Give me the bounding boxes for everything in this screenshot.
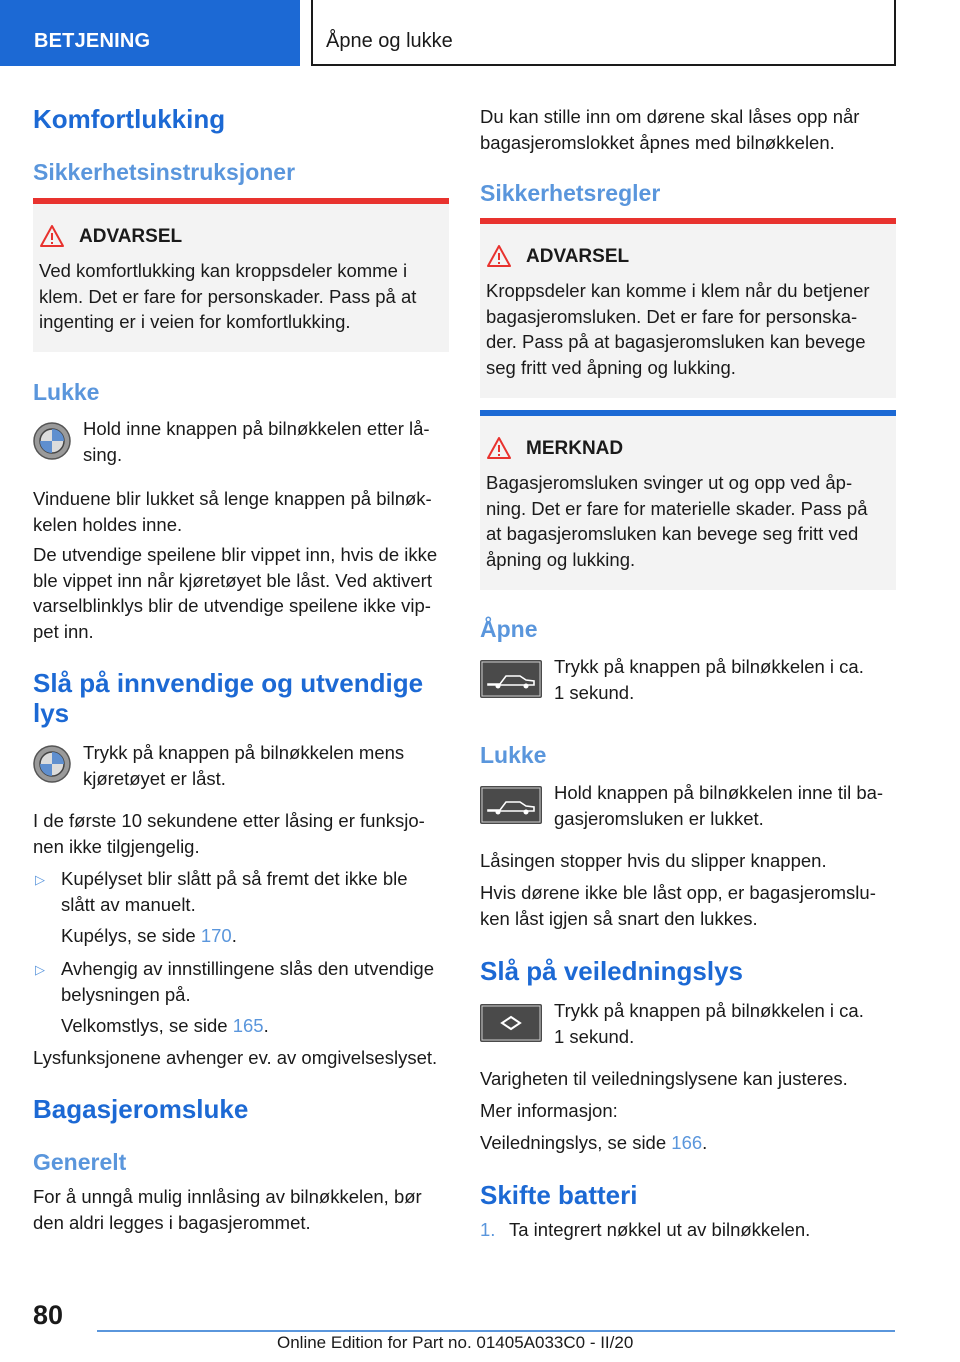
lukke-bagasje-instruction <box>554 780 896 831</box>
page-link[interactable]: 166 <box>671 1132 703 1153</box>
warning-bar <box>480 218 896 224</box>
paragraph-laast-igjen <box>480 880 896 931</box>
cross-reference <box>61 1013 269 1039</box>
warning-text <box>486 278 888 380</box>
list-item <box>61 956 449 1007</box>
paragraph-varighet: Varigheten til veiledningslysene kan justeres. <box>480 1068 848 1089</box>
trunk-car-icon <box>480 786 542 824</box>
warning-box-bagasje <box>480 218 896 398</box>
text-line: De utvendige speilene blir vippet inn, hvis de ikke <box>33 544 438 565</box>
text-line: bagasjeromsluken. Det er fare for personska- <box>486 305 858 327</box>
text-line: Hold knappen på bilnøkkelen inne til ba- <box>554 782 884 803</box>
paragraph-laasing-stopper: Låsingen stopper hvis du slipper knappen. <box>480 850 827 871</box>
text-line: Ved komfortlukking kan kroppsdeler komme i <box>39 260 408 281</box>
text-line: slått av manuelt. <box>61 893 196 915</box>
warning-triangle-icon <box>486 244 512 268</box>
footer-edition: Online Edition for Part no. 01405A033C0 - II/20 <box>277 1333 634 1352</box>
text-line: der. Pass på at bagasjeromsluken kan bevege <box>486 331 866 352</box>
text-line: Trykk på knappen på bilnøkkelen mens <box>83 742 405 763</box>
reference-end: . <box>231 925 237 946</box>
warning-triangle-icon <box>486 436 512 460</box>
text-line: ingenting er i veien for komfortlukking. <box>39 311 351 332</box>
paragraph-innlaasing <box>33 1184 449 1235</box>
text-line: Bagasjeromsluken svinger ut og opp ved åp- <box>486 472 853 493</box>
heading-generelt: Generelt <box>33 1149 127 1175</box>
footer-divider <box>97 1330 895 1332</box>
text-line: varselblinklys blir de utvendige speilene ikke vip- <box>33 595 431 616</box>
heading-slaa-paa-lys <box>33 668 449 728</box>
paragraph-speil <box>33 542 449 644</box>
text-line: at bagasjeromsluken kan bevege seg fritt ved <box>486 523 859 544</box>
chapter-header <box>311 0 896 66</box>
warning-triangle-icon <box>39 224 65 248</box>
text-line: 1 sekund. <box>554 681 635 703</box>
cross-reference <box>480 1130 896 1156</box>
page-number: 80 <box>33 1300 64 1330</box>
page-link[interactable]: 170 <box>200 925 232 946</box>
guide-light-icon <box>480 1004 542 1042</box>
text-line: seg fritt ved åpning og lukking. <box>486 356 736 378</box>
paragraph-laase-opp <box>480 104 896 155</box>
warning-text <box>39 258 441 335</box>
text-line: Avhengig av innstillingene slås den utvendige <box>61 958 435 979</box>
text-line: Hold inne knappen på bilnøkkelen etter lå- <box>83 418 430 439</box>
heading-sikkerhetsinstruksjoner: Sikkerhetsinstruksjoner <box>33 159 296 185</box>
aapne-instruction <box>554 654 896 705</box>
text-line: åpning og lukking. <box>486 548 636 570</box>
notice-text <box>486 470 888 572</box>
reference-text: Veiledningslys, se side <box>480 1132 672 1153</box>
heading-bagasjeromsluke: Bagasjeromsluke <box>33 1094 249 1124</box>
heading-veiledningslys: Slå på veiledningslys <box>480 956 743 986</box>
warning-bar <box>33 198 449 204</box>
step-number: 1. <box>480 1219 496 1240</box>
text-line: klem. Det er fare for personskader. Pass på at <box>39 285 417 307</box>
text-line: I de første 10 sekundene etter låsing er funksjo- <box>33 810 425 831</box>
text-line: kjøretøyet er låst. <box>83 767 226 789</box>
bullet-triangle-icon: ▷ <box>35 962 45 977</box>
chapter-title: Åpne og lukke <box>326 30 453 52</box>
text-line: Du kan stille inn om dørene skal låses opp når <box>480 106 860 127</box>
text-line: Trykk på knappen på bilnøkkelen i ca. <box>554 656 864 677</box>
step-text: Ta integrert nøkkel ut av bilnøkkelen. <box>509 1219 811 1240</box>
reference-text: Velkomstlys, se side <box>61 1015 233 1036</box>
section-tab <box>0 0 300 66</box>
bmw-logo-icon <box>33 422 71 460</box>
heading-line: lys <box>33 698 70 728</box>
text-line: belysningen på. <box>61 983 191 1005</box>
text-line: For å unngå mulig innlåsing av bilnøkkelen, bør <box>33 1186 422 1207</box>
bmw-logo-icon <box>33 745 71 783</box>
text-line: nen ikke tilgjengelig. <box>33 835 200 857</box>
text-line: ken låst igjen så snart den lukkes. <box>480 907 758 929</box>
lys-instruction <box>83 740 449 791</box>
reference-end: . <box>702 1132 708 1153</box>
text-line: Hvis dørene ikke ble låst opp, er bagasjeromslu- <box>480 882 876 903</box>
text-line: ning. Det er fare for materielle skader. Pass på <box>486 497 868 519</box>
text-line: bagasjeromslokket åpnes med bilnøkkelen. <box>480 131 835 153</box>
paragraph-vinduer <box>33 486 449 537</box>
text-line: Trykk på knappen på bilnøkkelen i ca. <box>554 1000 864 1021</box>
text-line: ble vippet inn når kjøretøyet ble låst. Ved aktivert <box>33 569 432 591</box>
heading-aapne: Åpne <box>480 616 538 642</box>
heading-skifte-batteri: Skifte batteri <box>480 1180 638 1210</box>
lukke-instruction <box>83 416 449 467</box>
text-line: Kroppsdeler kan komme i klem når du betjener <box>486 280 870 301</box>
paragraph-mer-info: Mer informasjon: <box>480 1100 618 1121</box>
reference-end: . <box>263 1015 269 1036</box>
text-line: 1 sekund. <box>554 1025 635 1047</box>
text-line: pet inn. <box>33 620 94 642</box>
text-line: kelen holdes inne. <box>33 513 183 535</box>
text-line: gasjeromsluken er lukket. <box>554 807 764 829</box>
notice-bar <box>480 410 896 416</box>
page-link[interactable]: 165 <box>232 1015 264 1036</box>
warning-title: ADVARSEL <box>526 246 630 267</box>
bullet-triangle-icon: ▷ <box>35 872 45 887</box>
text-line: Kupélyset blir slått på så fremt det ikke ble <box>61 868 408 889</box>
heading-komfortlukking: Komfortlukking <box>33 104 226 134</box>
text-line: Vinduene blir lukket så lenge knappen på bilnøk- <box>33 488 432 509</box>
list-item <box>61 866 449 917</box>
notice-title: MERKNAD <box>526 438 624 459</box>
cross-reference <box>61 923 237 949</box>
heading-lukke-bagasje: Lukke <box>480 742 547 768</box>
heading-lukke: Lukke <box>33 379 100 405</box>
heading-sikkerhetsregler: Sikkerhetsregler <box>480 180 661 206</box>
section-title: BETJENING <box>34 30 151 52</box>
heading-line: Slå på innvendige og utvendige <box>33 668 424 698</box>
text-line: den aldri legges i bagasjerommet. <box>33 1211 311 1233</box>
warning-title: ADVARSEL <box>79 226 183 247</box>
paragraph-ti-sekunder <box>33 808 449 859</box>
paragraph-lysfunksjoner: Lysfunksjonene avhenger ev. av omgivelseslyset. <box>33 1047 438 1068</box>
trunk-car-icon <box>480 660 542 698</box>
warning-box-komfort <box>33 198 449 352</box>
reference-text: Kupélys, se side <box>61 925 201 946</box>
notice-box <box>480 410 896 590</box>
veiledning-instruction <box>554 998 896 1049</box>
text-line: sing. <box>83 443 123 465</box>
